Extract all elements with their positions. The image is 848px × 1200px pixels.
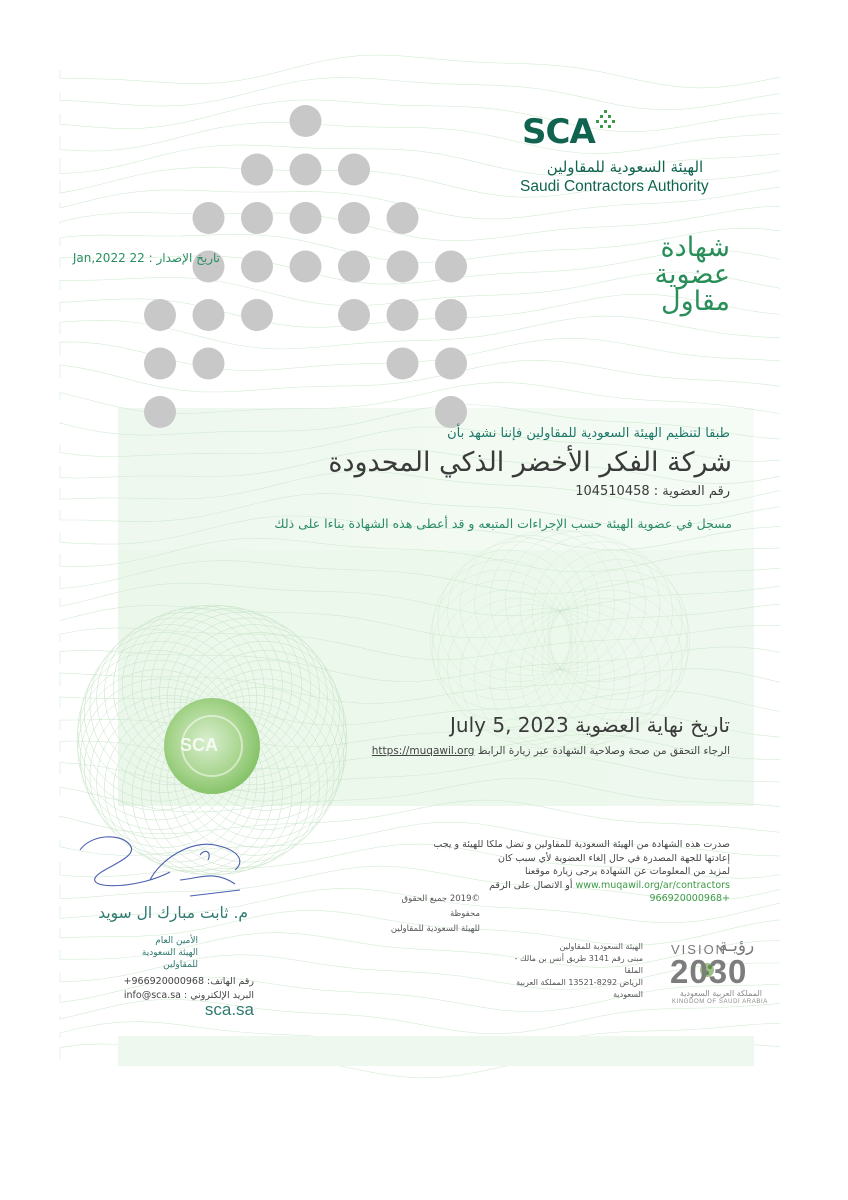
signature-image [80,837,240,896]
certificate-title-line: شهادة [660,232,730,263]
notice-line: لمزيد من المعلومات عن الشهادة يرجى زيارة موقعنا [525,866,730,877]
verification-link[interactable]: https://muqawil.org [371,745,475,757]
sca-logo-arabic-name: الهيئة السعودية للمقاولين [546,158,704,176]
vision-kingdom-arabic: المملكة العربية السعودية [679,989,762,998]
decorative-dot [338,299,370,331]
signer-organization: الهيئة السعودية للمقاولين [141,948,198,970]
decorative-dot [144,299,176,331]
decorative-dot [387,348,419,380]
decorative-dot [338,202,370,234]
decorative-dot [387,299,419,331]
contact-email[interactable]: البريد الإلكتروني : info@sca.sa [123,990,254,1001]
registration-statement: مسجل في عضوية الهيئة حسب الإجراءات المتبعه و قد أعطى هذه الشهادة بناءا على ذلك [274,516,732,531]
copyright-line: للهيئة السعودية للمقاولين [390,924,480,934]
notice-phone[interactable]: +966920000968 [649,893,730,904]
notice-line: صدرت هذه الشهادة من الهيئة السعودية للمقاولين و تضل ملكا للهيئة و يجب [433,839,730,850]
membership-expiry: تاريخ نهاية العضوية July 5, 2023 [450,713,730,737]
decorative-dot [435,251,467,283]
decorative-dot [241,299,273,331]
bottom-strip [118,1036,754,1066]
decorative-dot [387,251,419,283]
decorative-dot [338,154,370,186]
decorative-dot [193,299,225,331]
sca-logo-mark: SCA [522,112,595,152]
decorative-dot-grid [144,105,467,428]
decorative-dot [290,105,322,137]
notice-line: إعادتها للجهة المصدرة في حال إلغاء العضوية لأي سبب كان [498,852,730,864]
contact-info [120,975,254,1003]
decorative-dot [338,251,370,283]
verification-text: الرجاء التحقق من صحة وصلاحية الشهادة عبر زيارة الرابط [477,745,730,757]
contact-phone: رقم الهاتف: 966920000968+ [123,976,254,987]
signer-position: الأمين العام [155,936,198,946]
vision-logo-arabic: رؤيـة [719,936,755,956]
decorative-dot [241,251,273,283]
certificate-title-line: عضوية [654,259,730,290]
website-link[interactable]: sca.sa [204,1000,254,1019]
decorative-dot [290,154,322,186]
company-name: شركة الفكر الأخضر الذكي المحدودة [328,447,732,478]
address-line: الملقا [624,966,643,975]
decorative-dot [193,202,225,234]
sca-logo-english-name: Saudi Contractors Authority [520,178,709,195]
vision-kingdom-english: KINGDOM OF SAUDI ARABIA [672,999,768,1005]
verification-note [360,745,730,757]
decorative-dot [435,396,467,428]
decorative-dot [241,202,273,234]
certificate-title [620,234,730,315]
signer-name: م. ثابت مبارك ال سويد [98,904,248,922]
certificate-title-line: مقاول [660,286,730,317]
decorative-dot [435,299,467,331]
vision-logo-word: VISION [671,942,728,957]
membership-number: رقم العضوية : 104510458 [575,484,730,499]
address-line: الهيئة السعودية للمقاولين [559,942,643,951]
postal-address [513,941,643,1001]
decorative-dot [290,202,322,234]
certification-intro: طبقا لتنظيم الهيئة السعودية للمقاولين فإننا نشهد بأن [447,426,730,441]
copyright [380,892,480,937]
contractors-link[interactable]: www.muqawil.org/ar/contractors [575,879,730,891]
logo-sprout-icon [596,110,615,128]
decorative-dot [144,348,176,380]
copyright-line: ©2019 جميع الحقوق محفوظة [401,894,480,919]
seal-text: SCA [180,735,219,755]
vision-logo-year: 2030 [670,953,748,990]
decorative-dot [144,396,176,428]
address-line: مبنى رقم 3141 طريق أنس بن مالك - [514,954,643,963]
decorative-dot [193,348,225,380]
notice-phone-text: أو الاتصال على الرقم [489,879,573,891]
decorative-dot [241,154,273,186]
issue-date: تاريخ الإصدار : 22 Jan,2022 [72,251,220,265]
signer-title [120,935,198,971]
decorative-dot [387,202,419,234]
address-line: الرياض 8292-13521 المملكة العربية [516,978,643,987]
decorative-dot [290,251,322,283]
address-line: السعودية [613,990,643,999]
decorative-dot [435,348,467,380]
